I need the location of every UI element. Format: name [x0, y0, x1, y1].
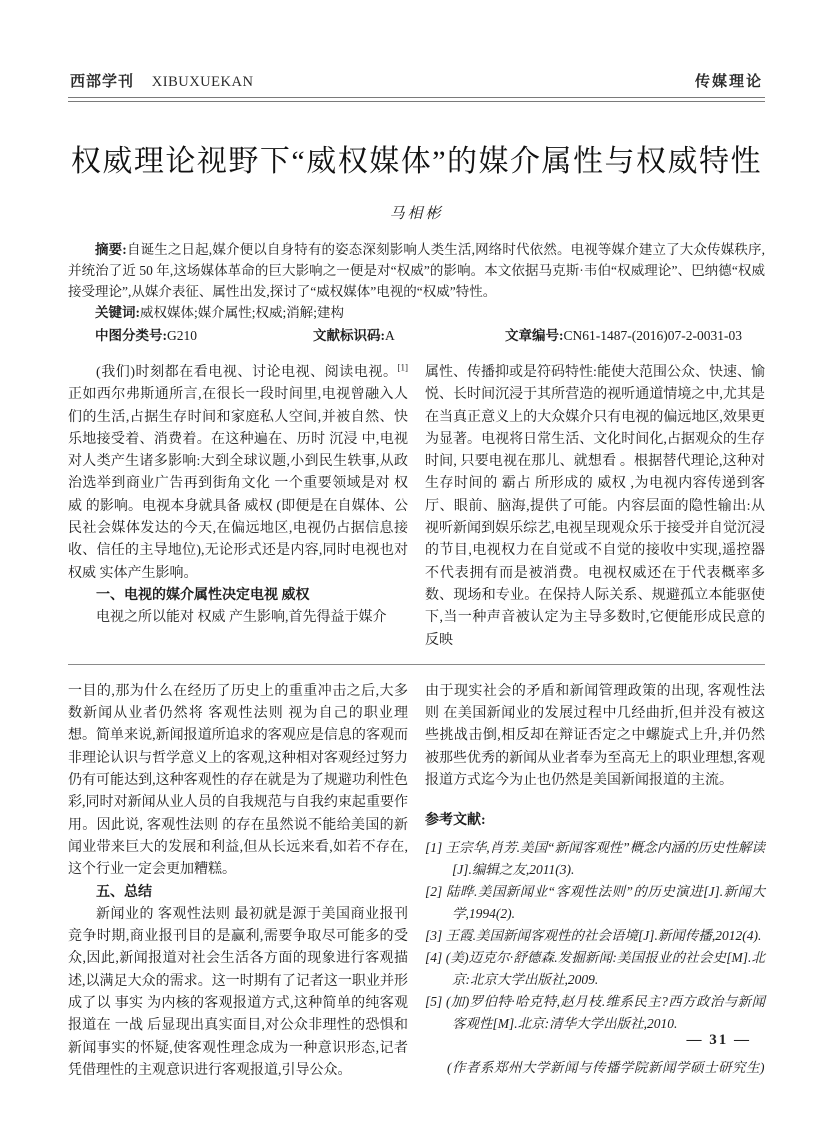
article-meta — [68, 239, 765, 346]
keywords-label: 关键词: — [95, 305, 140, 320]
reference-item: [2] 陆晔.美国新闻业“客观性法则”的历史演进[J].新闻大学,1994(2). — [425, 883, 765, 921]
clc-number: 中图分类号:G210 — [95, 328, 197, 343]
article-id: 文章编号:CN61-1487-(2016)07-2-0031-03 — [505, 328, 742, 343]
abstract — [68, 239, 765, 302]
author-affiliation-note: (作者系郑州大学新闻与传播学院新闻学硕士研究生) — [447, 1059, 765, 1075]
opening-paragraph: (我们)时刻都在看电视、讨论电视、阅读电视。[1]正如西尔弗斯通所言,在很长一段时间里,电视曾融入人们的生活,占据生存时间和家庭私人空间,并被自然、快乐地接受着、消费着。在这种遍在、历时 沉浸 中,电视对人类产生诸多影响:大到全球议题,小到民生轶事,从政治选举到商业广告再到街角文化 一个重要领域是对 权威 的影响。电视本身就具备 威权 (即便是在自媒体、公民社会媒体发达的今天,在偏远地区,电视仍占据信息接收、信任的主导地位),无论形式还是内容,同时电视也对 权威 实体产生影响。 — [68, 362, 408, 581]
upper-left-column — [68, 362, 408, 652]
running-head — [68, 70, 765, 97]
section-label: 传媒理论 — [694, 74, 763, 90]
references-list — [425, 837, 765, 1035]
abstract-text: 自诞生之日起,媒介便以自身特有的姿态深刻影响人类生活,网络时代依然。电视等媒介建立了大众传媒秩序,并统治了近 50 年,这场媒体革命的巨大影响之一便是对“权威”的影响。本文依据马克斯·韦伯“权威理论”、巴纳德“权威接受理论”,从媒介表征、属性出发,探讨了“威权媒体”电视的“权威”特性。 — [68, 242, 766, 299]
upper-right-column — [425, 362, 765, 652]
references-heading: 参考文献: — [425, 813, 486, 829]
lower-body — [68, 681, 765, 1082]
keywords — [68, 302, 765, 323]
reference-item: [5] (加)罗伯特·哈克特,赵月枝.维系民主?西方政治与新闻客观性[M].北京:清华大学出版社,2010. — [425, 993, 765, 1031]
page-number: — 31 — — [686, 1032, 751, 1048]
lower-right-column — [425, 681, 765, 1082]
upper-body — [68, 362, 765, 652]
reference-item: [1] 王宗华,肖芳.美国“新闻客观性”概念内涵的历史性解读[J].编辑之友,2011(3). — [425, 839, 765, 877]
footnote-marker: [1] — [397, 362, 408, 373]
document-code: 文献标识码:A — [313, 328, 395, 343]
body-paragraph-continuation: 一目的,那为什么在经历了历史上的重重冲击之后,大多数新闻从业者仍然将 客观性法则 视为自己的职业理想。简单来说,新闻报道所追求的客观应是信息的客观而非理论认识与哲学意义上的客观,这种相对客观经过努力仍有可能达到,这种客观性的存在就是为了规避功利性色彩,同时对新闻从业人员的自我规范与自我约束起重要作用。因此说, 客观性法则 的存在虽然说不能给美国的新闻业带来巨大的发展和利益,但从长远来看,如若不存在,这个行业一定会更加糟糕。 — [68, 683, 408, 878]
body-paragraph-continuation: 属性、传播抑或是符码特性:能使大范围公众、快速、愉悦、长时间沉浸于其所营造的视听通道情境之中,尤其是在当真正意义上的大众媒介只有电视的偏远地区,效果更为显著。电视将日常生活、文化时间化,占据观众的生存时间, 只要电视在那儿、就想看 。根据替代理论,这种对生存时间的 霸占 所形成的 威权 ,为电视内容传递到客厅、眼前、脑海,提供了可能。内容层面的隐性输出:从视听新闻到娱乐综艺,电视呈现观众乐于接受并自觉沉浸的节目,电视权力在自觉或不自觉的接收中实现,遥控器不代表拥有而是被消费。电视权威还在于代表概率多数、现场和专业。在保持人际关系、规避孤立本能驱使下,当一种声音被认定为主导多数时,它便能形成民意的反映 — [425, 365, 765, 648]
lower-left-column — [68, 681, 408, 1082]
section-heading-1: 一、电视的媒介属性决定电视 威权 — [96, 587, 310, 603]
journal-name-en: XIBUXUEKAN — [151, 74, 254, 90]
header-double-rule — [68, 97, 765, 102]
lower-right-text — [425, 681, 765, 792]
keywords-text: 威权媒体;媒介属性;权威;消解;建构 — [140, 305, 345, 320]
body-paragraph-continuation: 由于现实社会的矛盾和新闻管理政策的出现, 客观性法则 在美国新闻业的发展过程中几经曲折,但并没有被这些挑战击倒,相反却在辩证否定之中螺旋式上升,并仍然被那些优秀的新闻从业者奉为至高无上的职业理想,客观报道方式迄今为止也仍然是美国新闻报道的主流。 — [425, 683, 765, 789]
article-title: 权威理论视野下“威权媒体”的媒介属性与权威特性 — [70, 145, 763, 178]
body-paragraph: 电视之所以能对 权威 产生影响,首先得益于媒介 — [96, 610, 387, 626]
body-paragraph: 新闻业的 客观性法则 最初就是源于美国商业报刊竞争时期,商业报刊目的是赢利,需要争取尽可能多的受众,因此,新闻报道对社会生活各方面的现象进行客观描述,以满足大众的需求。这一时期有了记者这一职业并形成了以 事实 为内核的客观报道方式,这种简单的纯客观报道在 一战 后显现出真实面目,对公众非理性的恐惧和新闻事实的怀疑,使客观性理念成为一种意识形态,记者凭借理性的主观意识进行客观报道,引导公众。 — [68, 906, 408, 1078]
author-name: 马相彬 — [389, 206, 444, 222]
section-heading-5: 五、总结 — [96, 884, 152, 900]
reference-item: [3] 王霞.美国新闻客观性的社会语境[J].新闻传播,2012(4). — [425, 927, 762, 943]
journal-name — [70, 70, 253, 91]
journal-name-cn: 西部学刊 — [70, 74, 135, 90]
abstract-label: 摘要: — [95, 242, 127, 257]
reference-item: [4] (美)迈克尔·舒德森.发掘新闻:美国报业的社会史[M].北京:北京大学出版社,2009. — [425, 949, 765, 987]
section-divider-rule — [68, 664, 765, 665]
classification-row — [68, 325, 765, 346]
